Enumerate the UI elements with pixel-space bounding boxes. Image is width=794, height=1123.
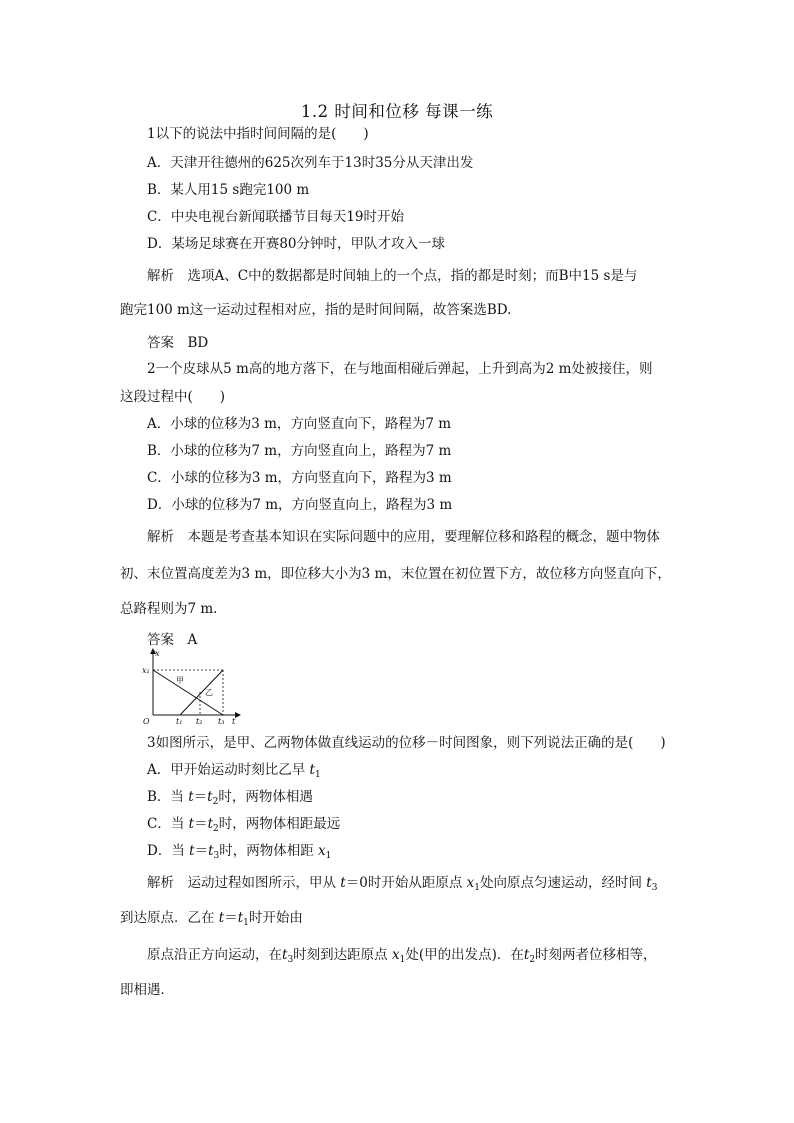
q2-answer: 答案 A (147, 632, 198, 648)
q2-option-c: C．小球的位移为3 m，方向竖直向下，路程为3 m (147, 470, 452, 486)
q1-option-a: A．天津开往德州的625次列车于13时35分从天津出发 (147, 155, 474, 171)
q3-analysis-part-b: ＝0时开始从距原点 (345, 875, 467, 891)
q3-analysis-p2-a: 原点沿正方向运动，在 (147, 947, 282, 963)
q2-analysis-end: 总路程则为7 m. (120, 601, 218, 617)
q3-option-b: B．当 $t=t_2$时，两物体相遇 (147, 789, 313, 807)
q3-option-a-text: A．甲开始运动时刻比乙早 (147, 762, 310, 778)
q3-analysis-line2-a: 到达原点．乙在 (120, 910, 219, 926)
graph-x1-label: x₁ (142, 666, 150, 675)
graph-t2-label: t₂ (196, 717, 203, 726)
graph-origin-label: O (143, 717, 150, 726)
q3-analysis-line2-b: 时开始由 (248, 910, 303, 926)
q3-analysis-cont: 到达原点．乙在 $t=t_1$时开始由 (120, 910, 303, 928)
q2-stem: 2一个皮球从5 m高的地方落下，在与地面相碰后弹起，上升到高为2 m处被接住，则 (147, 361, 653, 377)
graph-jia-label: 甲 (176, 676, 184, 685)
q2-option-d: D．小球的位移为7 m，方向竖直向上，路程为3 m (147, 497, 453, 513)
q3-option-d-prefix: D．当 (147, 843, 190, 859)
q1-analysis: 解析 选项A、C中的数据都是时间轴上的一个点，指的都是时刻；而B中15 s是与 (147, 268, 638, 284)
q3-analysis-p2-end: 即相遇． (120, 982, 174, 998)
q3-analysis-part-a: 解析 运动过程如图所示，甲从 (147, 875, 341, 891)
q1-option-b: B．某人用15 s跑完100 m (147, 182, 310, 198)
q3-position-time-graph (140, 648, 250, 726)
graph-yi-label: 乙 (205, 688, 213, 697)
graph-t1-label: t₁ (176, 717, 183, 726)
q2-analysis: 解析 本题是考查基本知识在实际问题中的应用，要理解位移和路程的概念，题中物体 (147, 529, 660, 545)
q1-option-d: D．某场足球赛在开赛80分钟时，甲队才攻入一球 (147, 236, 446, 252)
q3-stem: 3如图所示，是甲、乙两物体做直线运动的位移－时间图象，则下列说法正确的是( ) (147, 735, 666, 751)
q1-analysis-cont: 跑完100 m这一运动过程相对应，指的是时间间隔，故答案选BD. (120, 302, 512, 318)
q3-analysis-p2-b: 时刻到达距原点 (293, 947, 392, 963)
q3-option-b-prefix: B．当 (147, 789, 189, 805)
q3-option-d: D．当 $t=t_3$时，两物体相距 $x_1$ (147, 843, 332, 861)
q2-stem-cont: 这段过程中( ) (120, 389, 226, 405)
q3-analysis-part-c: 处向原点匀速运动，经时间 (479, 875, 647, 891)
q3-analysis: 解析 运动过程如图所示，甲从 t＝0时开始从距原点 $x_1$处向原点匀速运动，经时间 $t_3$ (147, 875, 658, 893)
page-title: 1.2 时间和位移 每课一练 (300, 102, 494, 121)
q3-option-c-suffix: 时，两物体相距最远 (218, 816, 341, 832)
q3-option-c: C．当 $t=t_2$时，两物体相距最远 (147, 816, 341, 834)
q3-option-d-suffix: 时，两物体相距 (219, 843, 319, 859)
graph-t3-label: t₃ (218, 717, 225, 726)
q3-option-b-suffix: 时，两物体相遇 (218, 789, 313, 805)
q3-analysis-p2: 原点沿正方向运动，在$t_3$时刻到达距原点 $x_1$处(甲的出发点)．在$t_2$时刻两者位移相等， (147, 947, 657, 965)
q3-analysis-p2-c: 处(甲的出发点)．在 (405, 947, 524, 963)
q3-analysis-p2-d: 时刻两者位移相等， (535, 947, 657, 963)
q3-option-a: A．甲开始运动时刻比乙早 $t_1$ (147, 762, 321, 780)
graph-axis-y-label: x (155, 649, 160, 658)
q3-option-c-prefix: C．当 (147, 816, 189, 832)
q2-option-a: A．小球的位移为3 m，方向竖直向下，路程为7 m (147, 416, 452, 432)
q2-option-b: B．小球的位移为7 m，方向竖直向上，路程为7 m (147, 443, 452, 459)
q1-stem: 1以下的说法中指时间间隔的是( ) (147, 126, 369, 142)
q1-option-c: C．中央电视台新闻联播节目每天19时开始 (147, 209, 405, 225)
q2-analysis-cont: 初、末位置高度差为3 m，即位移大小为3 m，末位置在初位置下方，故位移方向竖直向下， (120, 566, 671, 582)
graph-line-yi (180, 670, 223, 715)
q1-answer: 答案 BD (147, 335, 209, 351)
graph-axis-x-label: t (232, 717, 236, 726)
